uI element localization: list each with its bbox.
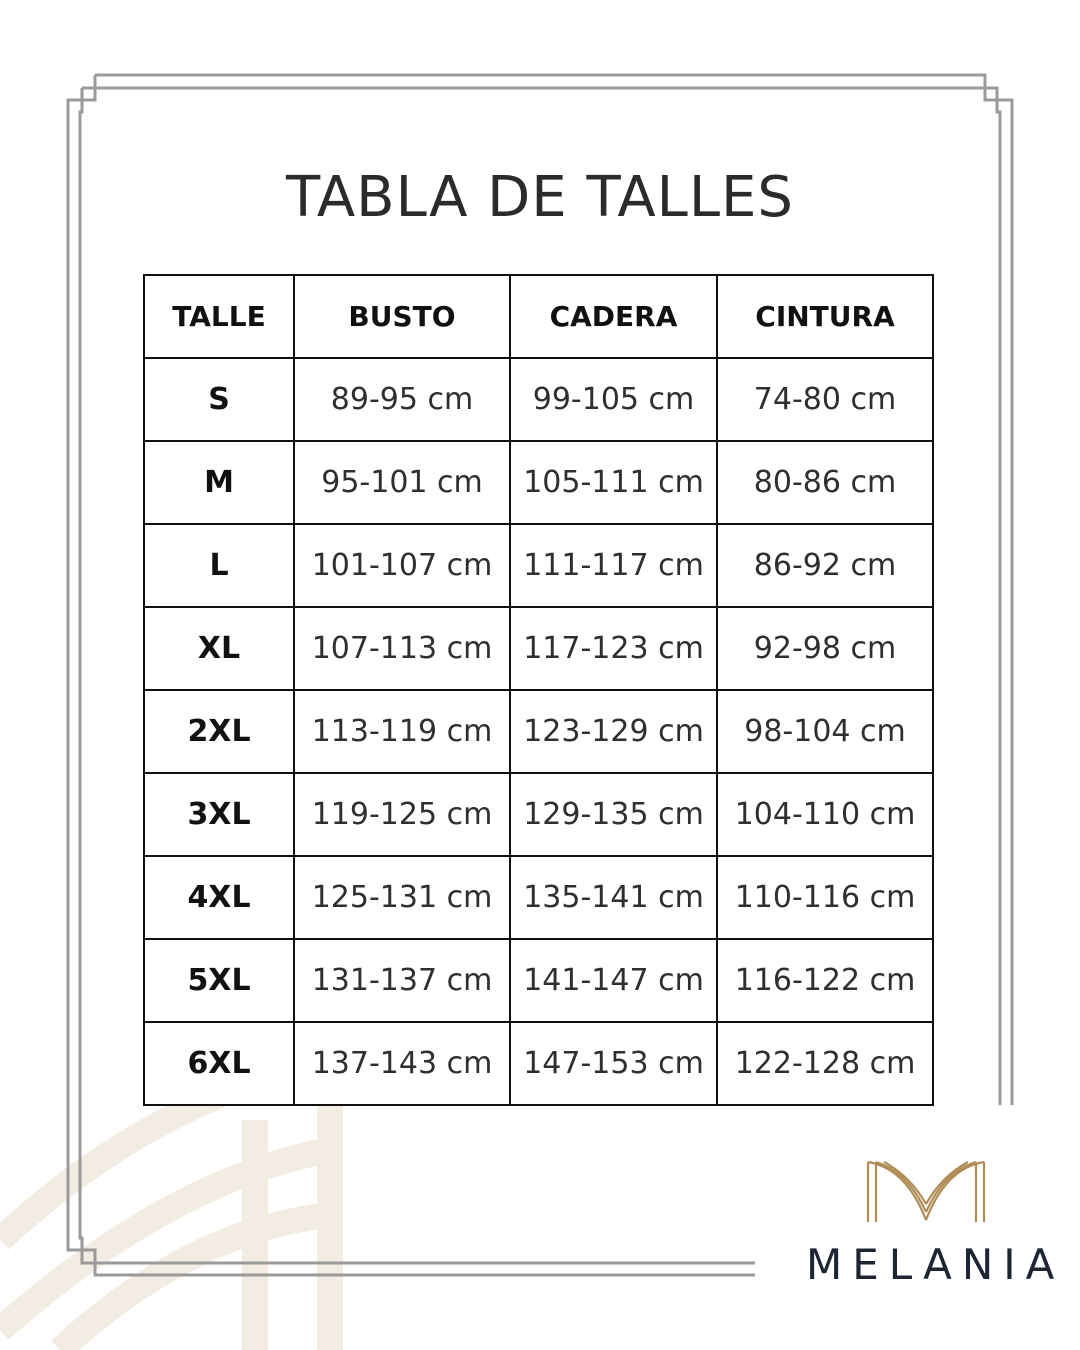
table-row bbox=[144, 690, 933, 773]
cell-talle: 5XL bbox=[144, 939, 294, 1022]
cell-cadera: 129-135 cm bbox=[510, 773, 717, 856]
cell-busto: 101-107 cm bbox=[294, 524, 510, 607]
cell-cintura: 86-92 cm bbox=[717, 524, 933, 607]
cell-talle: 3XL bbox=[144, 773, 294, 856]
cell-cadera: 135-141 cm bbox=[510, 856, 717, 939]
cell-cintura: 92-98 cm bbox=[717, 607, 933, 690]
table-row bbox=[144, 524, 933, 607]
cell-talle: M bbox=[144, 441, 294, 524]
cell-busto: 137-143 cm bbox=[294, 1022, 510, 1105]
cell-busto: 113-119 cm bbox=[294, 690, 510, 773]
cell-cintura: 98-104 cm bbox=[717, 690, 933, 773]
cell-busto: 89-95 cm bbox=[294, 358, 510, 441]
table-row bbox=[144, 773, 933, 856]
table-row bbox=[144, 1022, 933, 1105]
cell-cadera: 123-129 cm bbox=[510, 690, 717, 773]
header-talle: TALLE bbox=[144, 275, 294, 358]
m-arches-logo-icon bbox=[866, 1158, 986, 1224]
table-row bbox=[144, 358, 933, 441]
cell-cadera: 105-111 cm bbox=[510, 441, 717, 524]
cell-cintura: 122-128 cm bbox=[717, 1022, 933, 1105]
cell-talle: S bbox=[144, 358, 294, 441]
table-row bbox=[144, 441, 933, 524]
cell-talle: L bbox=[144, 524, 294, 607]
size-chart-table bbox=[143, 274, 934, 1106]
cell-busto: 125-131 cm bbox=[294, 856, 510, 939]
header-cadera: CADERA bbox=[510, 275, 717, 358]
cell-busto: 131-137 cm bbox=[294, 939, 510, 1022]
cell-cadera: 141-147 cm bbox=[510, 939, 717, 1022]
cell-talle: XL bbox=[144, 607, 294, 690]
cell-busto: 95-101 cm bbox=[294, 441, 510, 524]
cell-cintura: 74-80 cm bbox=[717, 358, 933, 441]
cell-cintura: 116-122 cm bbox=[717, 939, 933, 1022]
cell-cintura: 80-86 cm bbox=[717, 441, 933, 524]
cell-busto: 107-113 cm bbox=[294, 607, 510, 690]
table-row bbox=[144, 856, 933, 939]
header-cintura: CINTURA bbox=[717, 275, 933, 358]
cell-talle: 2XL bbox=[144, 690, 294, 773]
header-busto: BUSTO bbox=[294, 275, 510, 358]
cell-cadera: 99-105 cm bbox=[510, 358, 717, 441]
cell-cintura: 104-110 cm bbox=[717, 773, 933, 856]
cell-talle: 4XL bbox=[144, 856, 294, 939]
cell-cadera: 147-153 cm bbox=[510, 1022, 717, 1105]
table-header-row bbox=[144, 275, 933, 358]
cell-talle: 6XL bbox=[144, 1022, 294, 1105]
table-row bbox=[144, 607, 933, 690]
cell-cintura: 110-116 cm bbox=[717, 856, 933, 939]
cell-busto: 119-125 cm bbox=[294, 773, 510, 856]
page-title: TABLA DE TALLES bbox=[286, 165, 794, 230]
table-row bbox=[144, 939, 933, 1022]
cell-cadera: 111-117 cm bbox=[510, 524, 717, 607]
cell-cadera: 117-123 cm bbox=[510, 607, 717, 690]
brand-name: MELANIA bbox=[806, 1240, 1065, 1289]
